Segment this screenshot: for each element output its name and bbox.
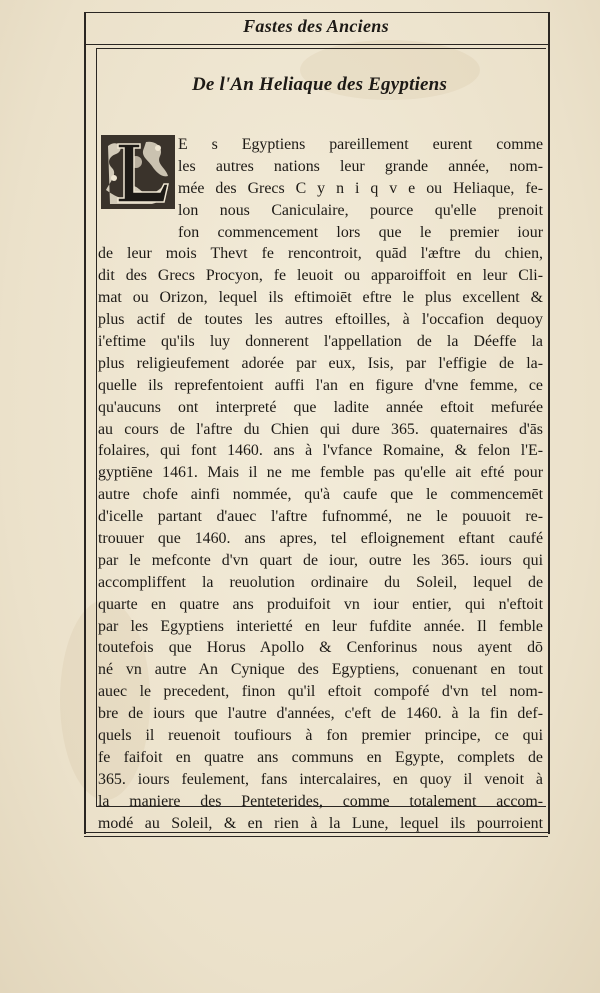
text-line: fe faifoit en quatre ans communs en Egypte, complets de (98, 748, 543, 766)
text-line: par les Egyptiens interietté en leur fufdite année. Il femble (98, 617, 543, 635)
text-line: fon commencement lors que le premier iour (178, 223, 543, 241)
text-line: quels il reuenoit toufiours à fon premier principe, ce qui (98, 727, 543, 745)
header-rule (84, 44, 548, 45)
text-line: dit des Grecs Procyon, fe leuoit ou apparoiffoit en leur Cli- (98, 267, 543, 285)
text-line: autre chofe ainfi nommée, qu'à caufe que le commencemēt (98, 486, 543, 504)
text-line: folaires, qui font 1460. ans à l'vfance Romaine, & felon l'E- (98, 442, 543, 460)
text-line: plus actif de toutes les autres eftoilles, à l'occafion dequoy (98, 311, 543, 329)
text-line: né vn autre An Cynique des Egyptiens, conuenant en tout (98, 661, 543, 679)
text-line: modé au Soleil, & en rien à la Lune, lequel ils pourroient (98, 814, 543, 832)
text-line: d'icelle partant d'auec l'aftre fufnommé, ne le pouuoit re- (98, 508, 543, 526)
text-line: la maniere des Penteterides, comme totalement accom- (98, 792, 543, 810)
text-line: mat ou Orizon, lequel ils eftimoiēt eftre le plus excellent & (98, 289, 543, 307)
text-line: accompliffent la reuolution ordinaire du Soleil, lequel de (98, 573, 543, 591)
text-line: les autres nations leur grande année, nom- (178, 157, 543, 175)
header-rule-inner (96, 48, 546, 49)
body-text (98, 134, 543, 835)
text-line: au cours de l'aftre du Chien qui dure 365. quaternaires d'ās (98, 420, 543, 438)
chapter-title: De l'An Heliaque des Egyptiens (191, 74, 448, 95)
text-line: quarte en quatre ans produifoit vn iour entier, qui n'eftoit (98, 595, 543, 613)
text-line: toutefois que Horus Apollo & Cenforinus nous ayent dō (98, 639, 543, 657)
text-line: gyptiēne 1461. Mais il ne me femble pas qu'elle ait efté pour (98, 464, 543, 482)
text-line: auec le precedent, finon qu'il eftoit compofé d'vn tel nom- (98, 683, 543, 701)
text-line: trouuer que 1460. ans apres, tel efloignement eftant caufé (98, 530, 543, 548)
text-line: de leur mois Thevt fe rencontroit, quād l'æftre du chien, (98, 245, 543, 263)
top-rule (84, 12, 548, 13)
text-line: quelle ils reprefentoient auffi l'an en figure d'vne femme, ce (98, 376, 543, 394)
footer-rule-2 (84, 836, 548, 837)
text-line: qu'aucuns ont interpreté que ladite année eftoit mefurée (98, 398, 543, 416)
text-line: mée des Grecs C y n i q v e ou Heliaque, fe- (178, 179, 543, 197)
text-line: bre de iours que l'autre d'années, c'eft de 1460. à la fin def- (98, 705, 543, 723)
text-line: plus religieufement adorée par eux, Isis, par l'effigie de la- (98, 354, 543, 372)
text-line: lon nous Caniculaire, pource qu'elle prenoit (178, 201, 543, 219)
text-line: i'eftime qu'ils luy donnerent l'appellation de la Déeffe la (98, 333, 543, 351)
running-head: Fastes des Anciens (243, 16, 389, 36)
text-line: E s Egyptiens pareillement eurent comme (178, 136, 543, 153)
text-line: par le mefconte d'vn quart de iour, outre les 365. iours qui (98, 551, 543, 569)
text-line: 365. iours feulement, fans intercalaires, en quoy il venoit à (98, 770, 543, 788)
